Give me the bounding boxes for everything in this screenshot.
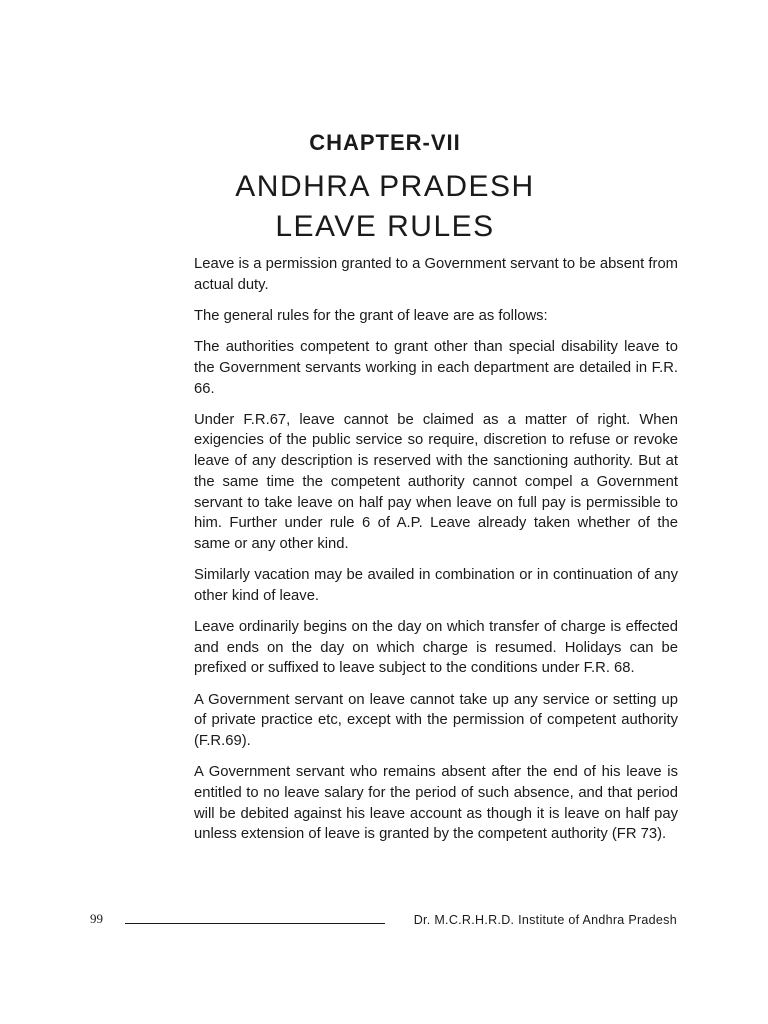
paragraph: The general rules for the grant of leave are as follows: [194,307,548,324]
footer-divider [125,923,385,924]
paragraph: Leave ordinarily begins on the day on which transfer of charge is effected and ends on the day on which charge is resumed. Holidays can be prefixed or suffixed to leave subject to the conditions under F.R. 68. [194,619,678,677]
chapter-title-line-2: LEAVE RULES [275,210,495,243]
paragraph: Leave is a permission granted to a Government servant to be absent from actual duty. [194,256,678,293]
page-number: 99 [90,911,103,926]
paragraph: A Government servant on leave cannot take up any service or setting up of private practice etc, except with the permission of competent authority (F.R.69). [194,691,678,750]
body-text [194,254,678,856]
paragraph: Under F.R.67, leave cannot be claimed as a matter of right. When exigencies of the public service so require, discretion to refuse or revoke leave of any description is reserved with the sanctioning authority. But at the same time the competent authority cannot compel a Government servant to take leave on half pay when leave on full pay is permissible to him. Further under rule 6 of A.P. Leave already taken whether of the same or any other kind. [194,411,678,552]
footer-credit: Dr. M.C.R.H.R.D. Institute of Andhra Pradesh [413,913,677,927]
paragraph: Similarly vacation may be availed in combination or in continuation of any other kind of leave. [194,567,678,604]
paragraph: A Government servant who remains absent after the end of his leave is entitled to no leave salary for the period of such absence, and that period will be debited against his leave account as though it is leave on half pay unless extension of leave is granted by the competent authority (FR 73). [194,764,678,843]
chapter-label: CHAPTER-VII [309,130,461,155]
paragraph: The authorities competent to grant other than special disability leave to the Government servants working in each department are detailed in F.R. 66. [194,339,678,397]
chapter-title-line-1: ANDHRA PRADESH [235,170,535,203]
